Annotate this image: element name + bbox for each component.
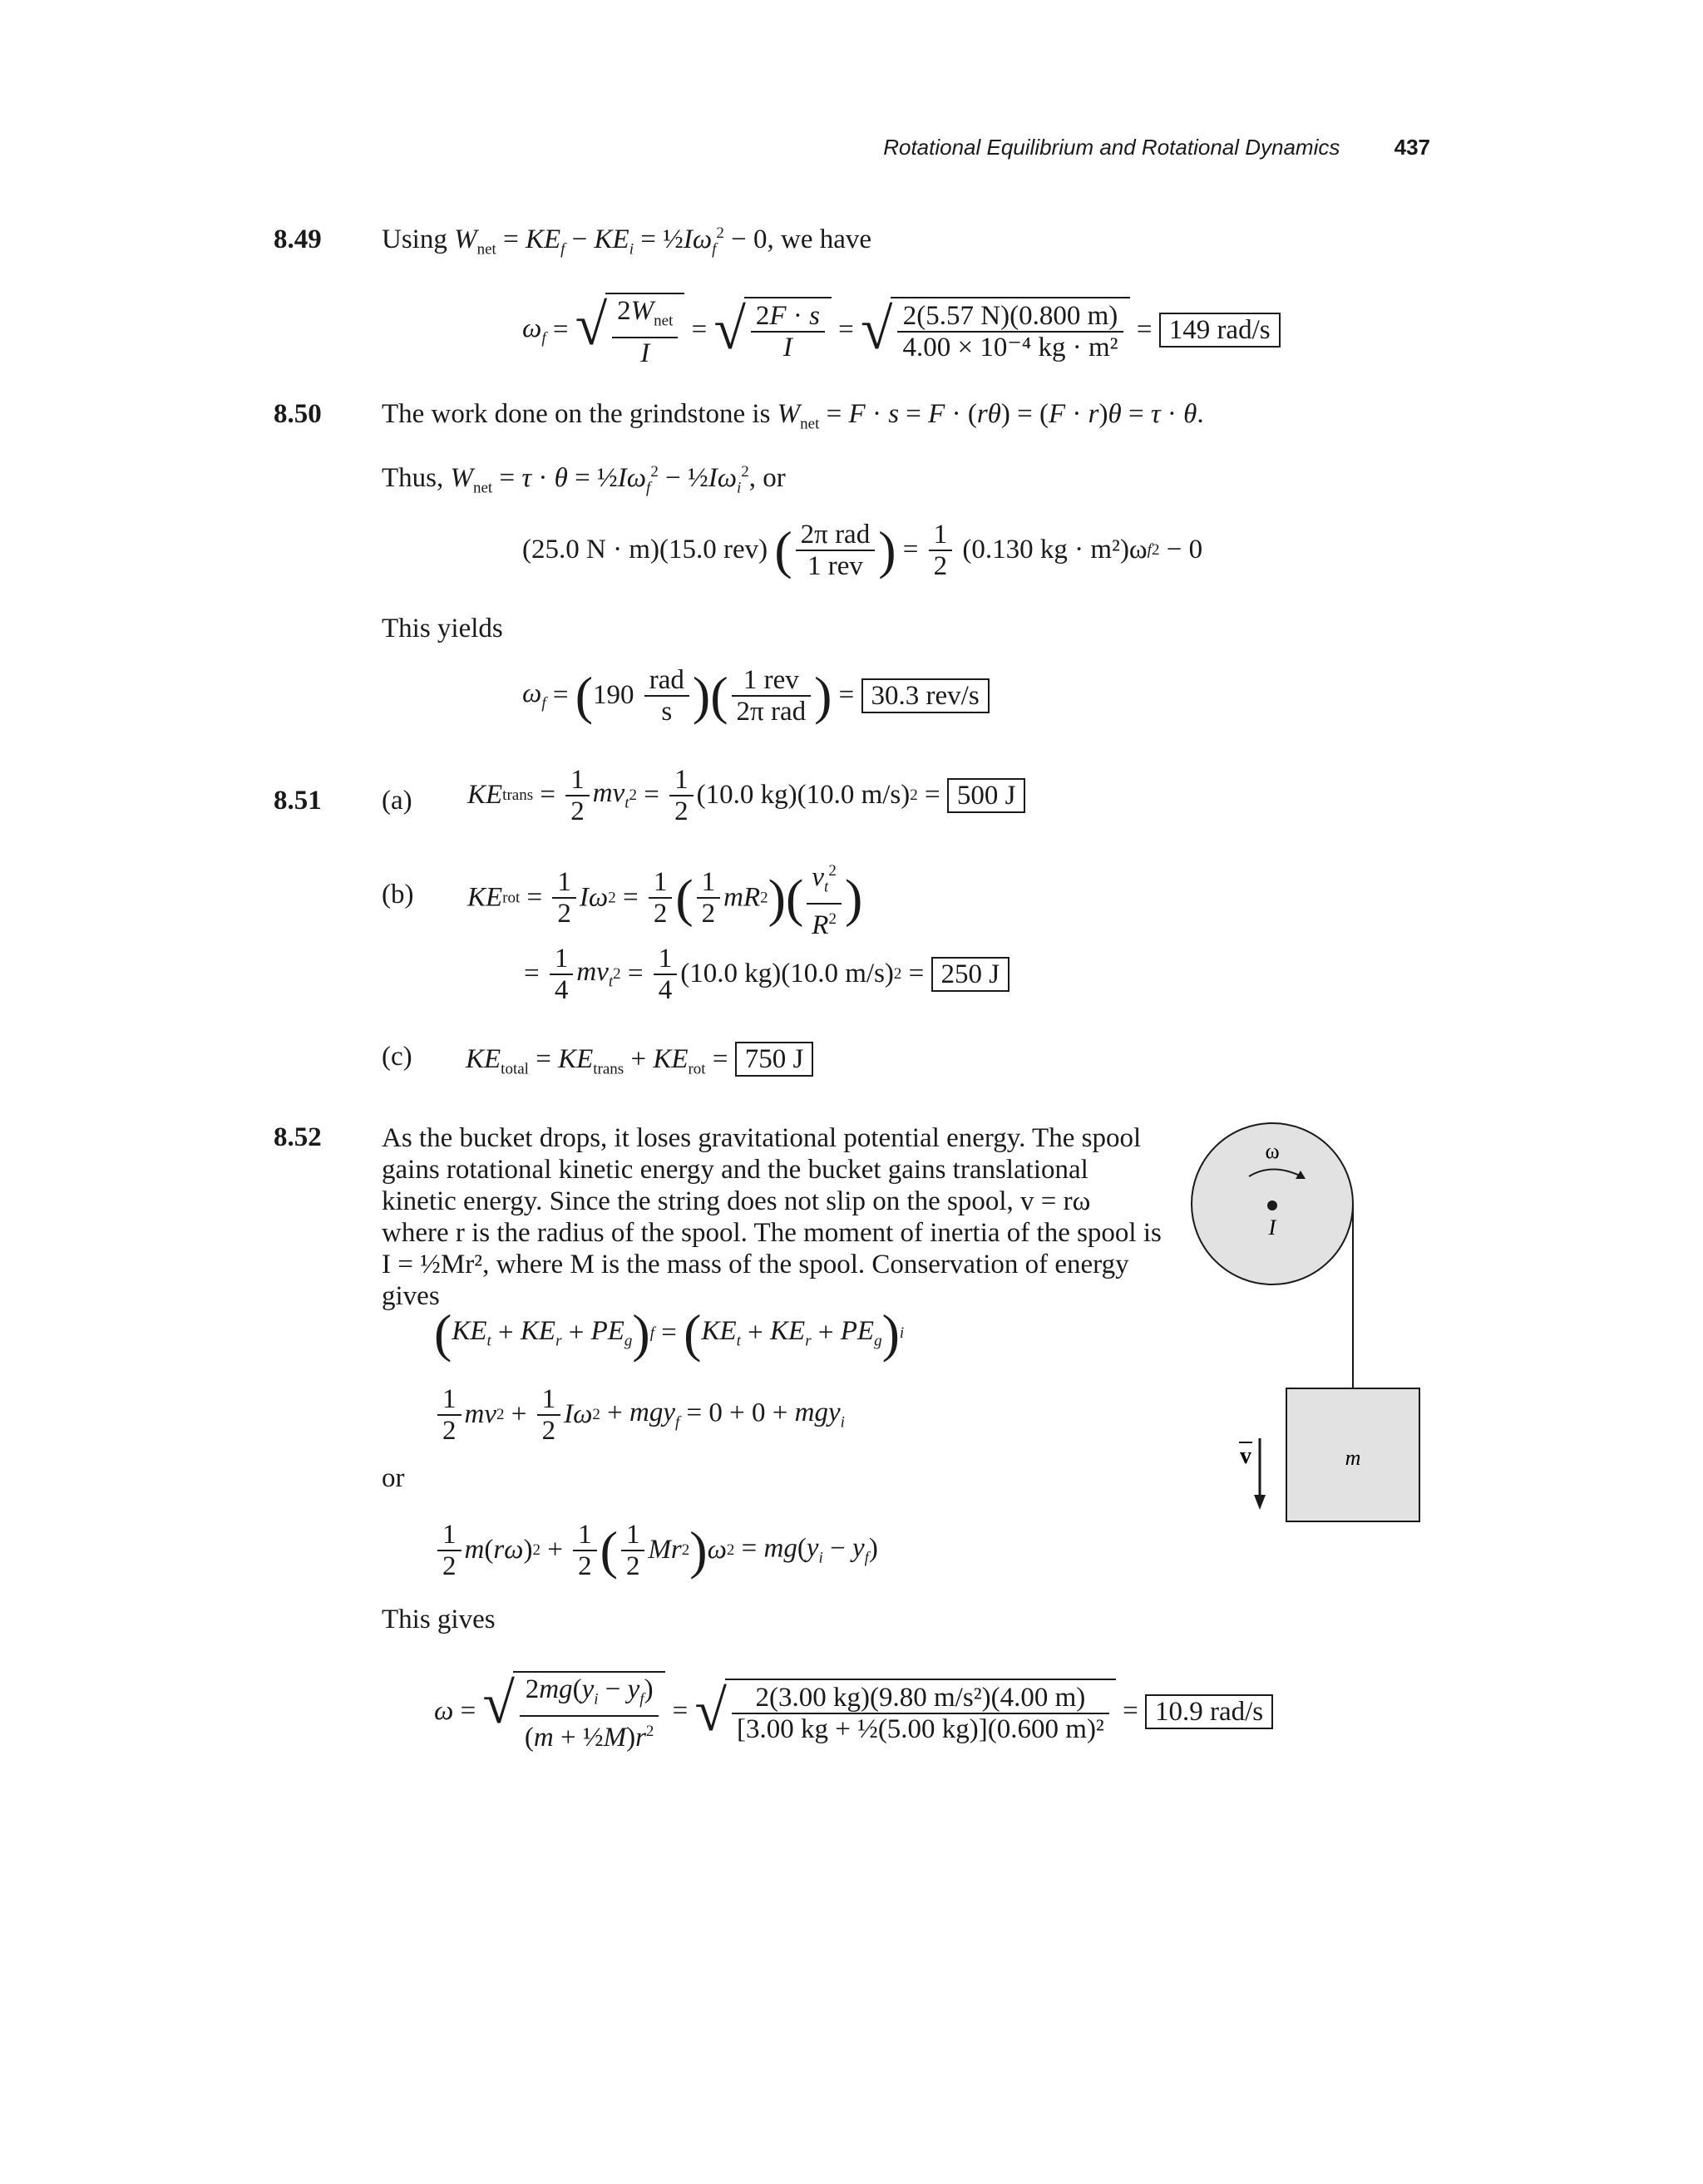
spool-bucket-diagram [1189,1114,1455,1546]
p852-result-eq: ω = √ $\frac{2mg(y_i - y_f)}{(m + \frac{1}{2}M)r^2}$ = √ $\frac{\text{2(3.00 kg)(9.80 m/s²)(4.00 m)}}{\text{[3.00 kg + ½(5.00 kg)](0.600 m)²}}$ = 10.9 rad/s [434,1671,1273,1753]
p851-a-label: (a) [382,786,412,816]
p852-or: or [382,1463,405,1493]
problem-number-8-49: 8.49 [274,224,322,254]
p851-b-equation-1: KErot = $\frac{1}{2}$ Iω2 = $\frac{1}{2}$ ( $\frac{1}{2}$ mR2)( $\frac{v_t^2}{R^2}$ ) [467,856,862,940]
answer-box: 250 J [931,957,1010,992]
p851-a-equation: KEtrans = $\frac{1}{2}$ $mv_t2$ = $\frac{1}{2}$ (10.0 kg)(10.0 m/s)2 = 500 J [467,765,1025,826]
inertia-label: I [1268,1215,1276,1240]
answer-box: 750 J [735,1042,814,1077]
answer-box: 149 rad/s [1159,313,1281,348]
p852-paragraph: As the bucket drops, it loses gravitational potential energy. The spool gains rotational kinetic energy and the bucket gains translational kinetic energy. Since the string does not slip on the spool, v = rω where r is the radius of the spool. The moment of inertia of the spool is I = ½Mr², where M is the mass of the spool. Conservation of energy gives [382,1123,1162,1311]
p849-intro: Using $W_{net} = KE_f - KE_i$ = $\frac{1}{2}I\omega_f^2 - 0$, we have [382,224,872,259]
problem-number-8-50: 8.50 [274,399,322,429]
p852-gives: This gives [382,1605,496,1634]
page-number: 437 [1394,135,1430,160]
running-title: Rotational Equilibrium and Rotational Dynamics [883,135,1340,160]
p850-line2: Thus, $W_{net} = \tau \cdot \theta$ = $\frac{1}{2}I\omega_f^2$ − $\frac{1}{2}I\omega_i^2$, or [382,463,786,497]
p852-conservation-eq: $(KE_t + KE_r + PE_g)f = (KE_t + KE_r + PE_g)i$ [434,1304,905,1363]
spool-axle [1267,1200,1277,1210]
p851-b-label: (b) [382,880,414,910]
p851-c-label: (c) [382,1042,412,1072]
p851-b-equation-2: = $\frac{1}{4}$ $mv_t2$ = $\frac{1}{4}$ (10.0 kg)(10.0 m/s)2 = 250 J [524,944,1009,1005]
problem-number-8-52: 8.52 [274,1122,322,1152]
answer-box: 10.9 rad/s [1145,1694,1273,1729]
mass-label: m [1345,1446,1361,1470]
p852-energy-terms-eq: $\frac{1}{2}$ mv2 + $\frac{1}{2}$ Iω2 + mgy$_f$ = 0 + 0 + mgy$_i$ [434,1384,845,1446]
p850-energy-equation: (25.0 N · m)(15.0 rev) ( $\frac{\text{2π rad}}{\text{1 rev}}$ ) = $\frac{1}{2}$ (0.130 kg · m²)ωf2 − 0 [522,520,1203,581]
p852-substituted-eq: $\frac{1}{2}$ m(rω)2 + $\frac{1}{2}$ ( $\frac{1}{2}$ $Mr2)\omega 2 = mg(y_i - y_f)$ [434,1520,878,1581]
page-header [883,136,1430,160]
answer-box: 30.3 rev/s [861,678,990,713]
p850-yields: This yields [382,614,503,643]
omega-label: ω [1265,1139,1280,1163]
p851-c-equation: $KE_{total} = KE_{trans} + KE_{rot} = 750$ J [466,1042,813,1078]
p849-equation: $\omega_f$ = √ $\frac{2W_{net}}{I}$ = √ $\frac{2F \cdot s}{I}$ = √ $\frac{2(5.57 N)(0.800 m)}{\text{4.00 × 10⁻⁴ kg · m²}}$ = 149 rad/s [522,293,1281,368]
problem-number-8-51: 8.51 [274,786,322,816]
velocity-arrowhead [1254,1495,1266,1510]
answer-box: 500 J [947,778,1026,813]
p850-result-equation: $\omega_f = (190$ $\frac{\text{rad}}{s}$ )( $\frac{\text{1 rev}}{\text{2π rad}}$ ) = 30.3 rev/s [522,665,990,727]
velocity-label: v [1240,1443,1251,1469]
p850-line1: The work done on the grindstone is $W_{net} = F \cdot s = F \cdot (r\theta) = (F \cdot r)\theta = \tau \cdot \theta$. [382,399,1204,433]
